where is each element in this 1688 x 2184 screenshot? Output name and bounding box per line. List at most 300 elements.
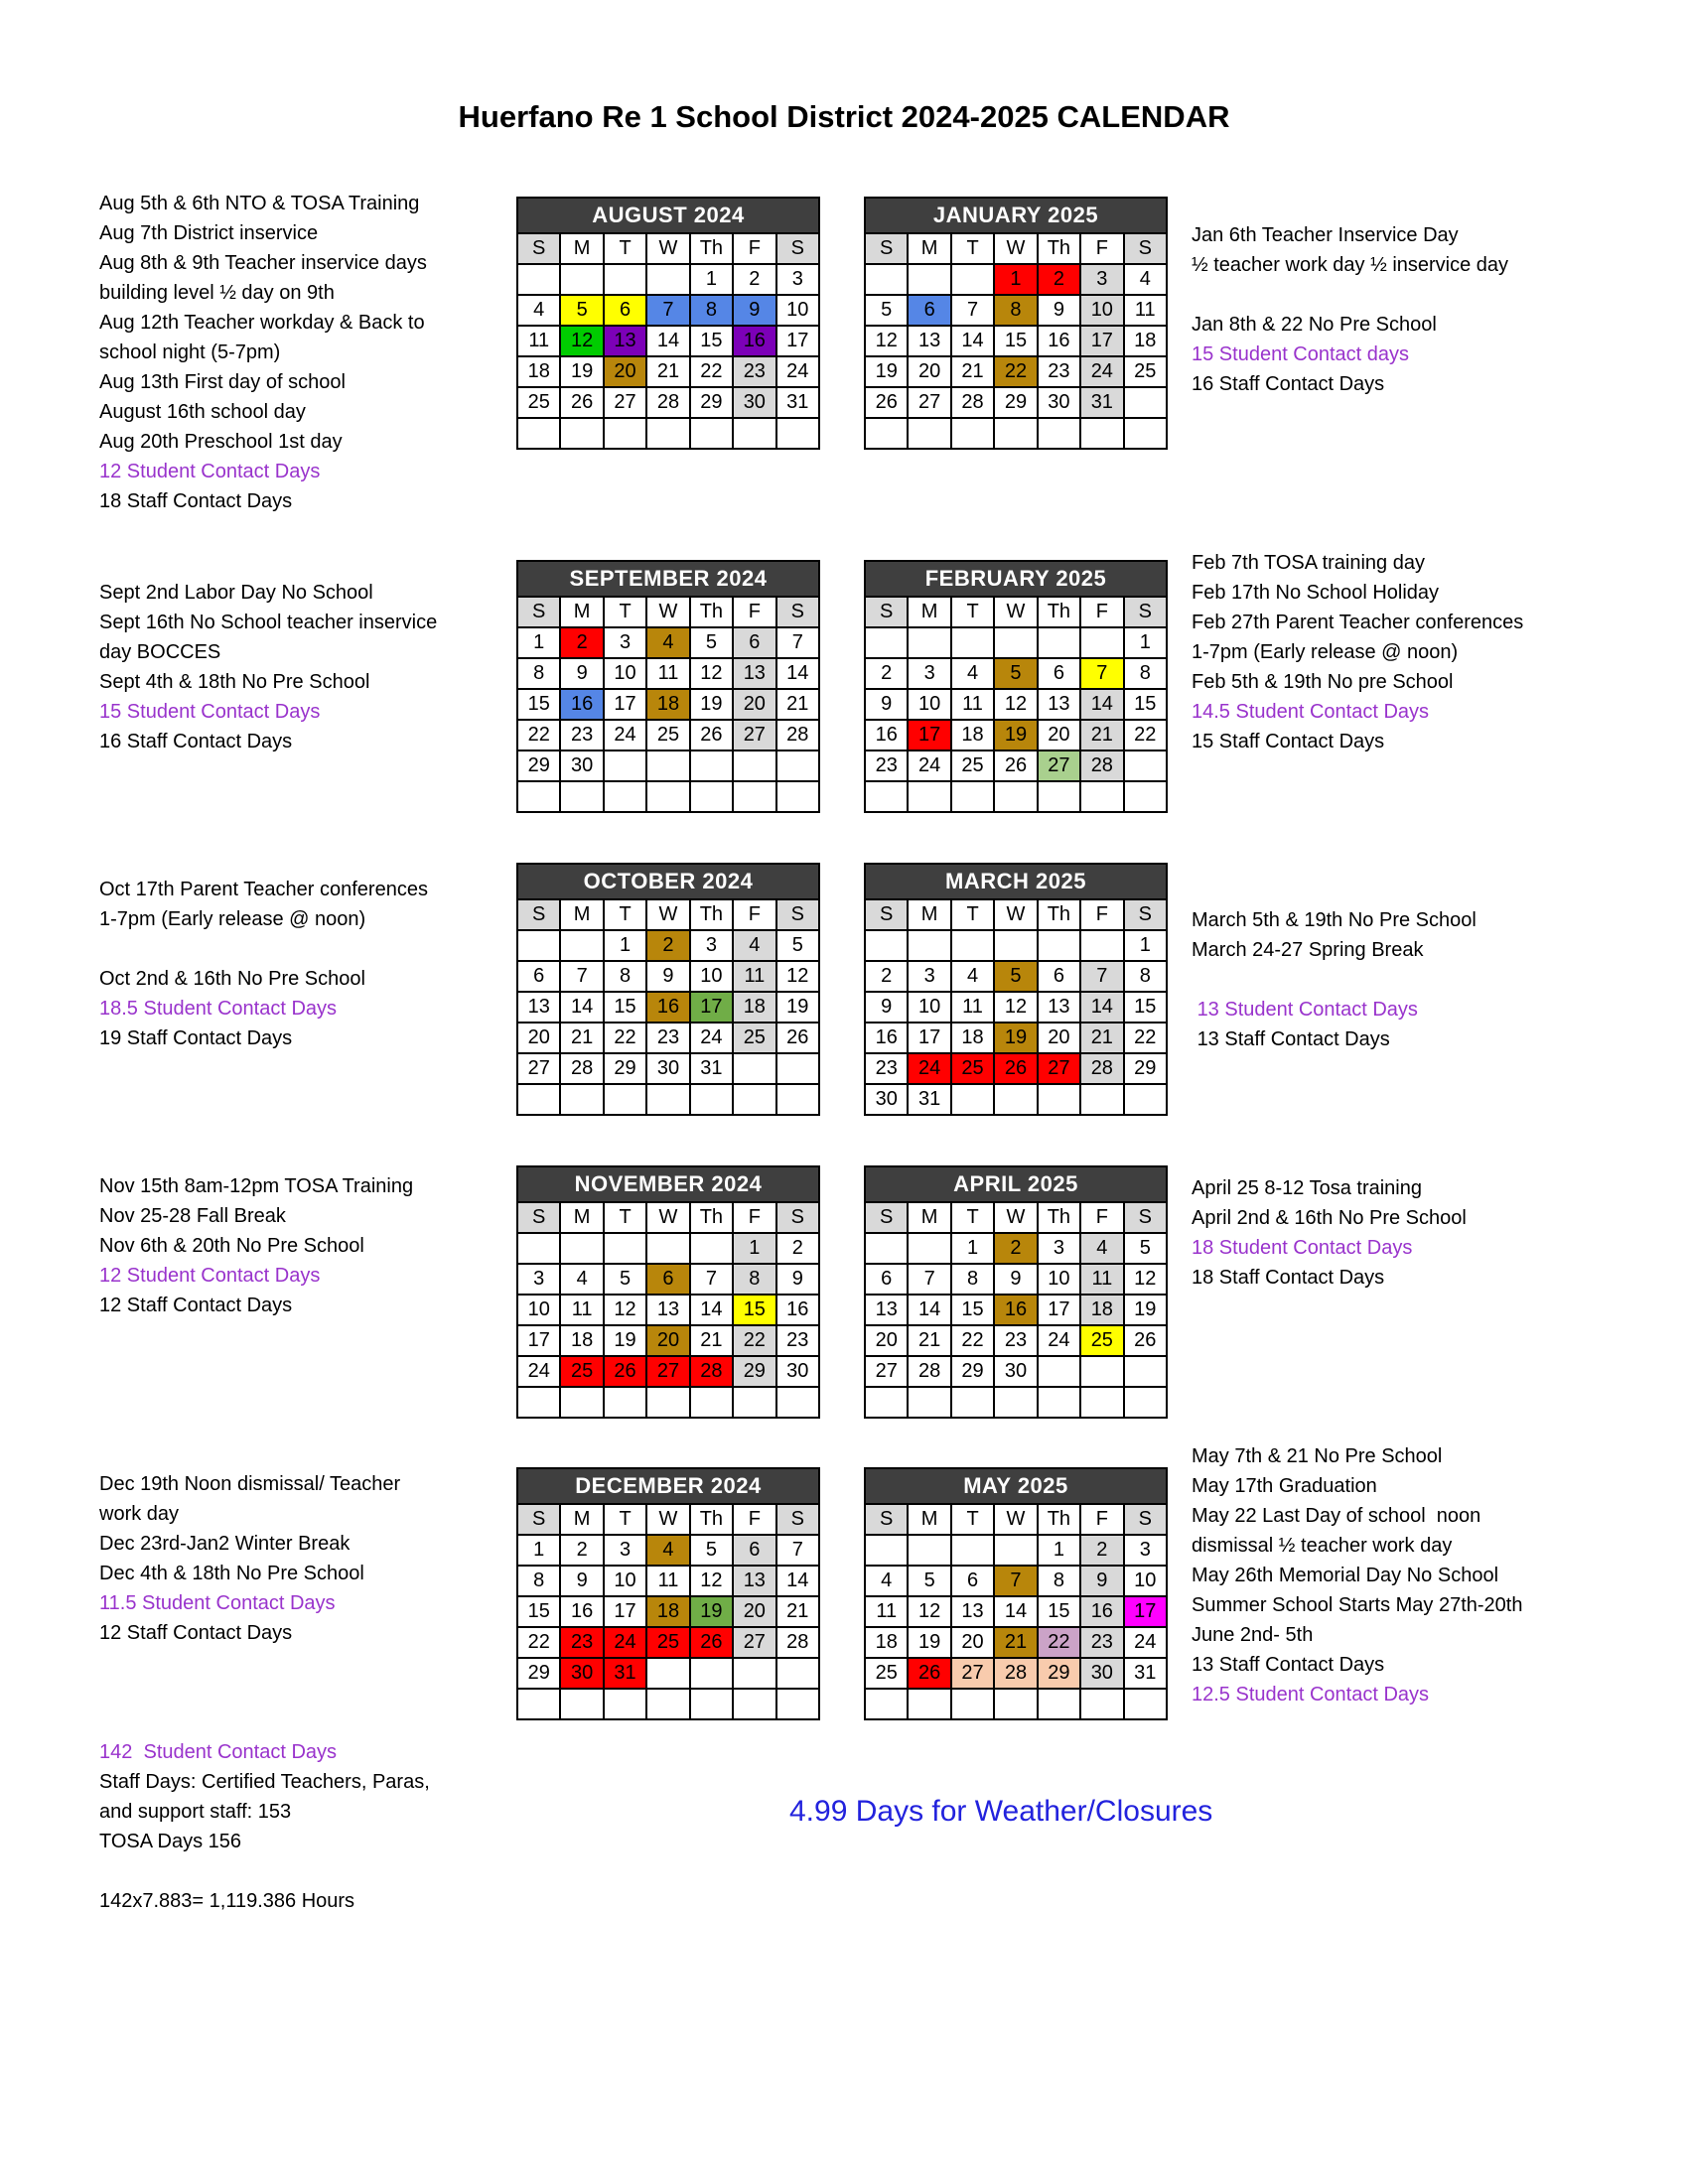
day-cell: 27: [1038, 751, 1080, 781]
day-of-week-header: S: [776, 1202, 819, 1233]
day-of-week-header: F: [733, 597, 775, 627]
day-cell: 25: [1080, 1325, 1123, 1356]
day-cell: 26: [776, 1023, 819, 1053]
empty-cell: [994, 1689, 1037, 1719]
day-cell: 8: [1124, 658, 1167, 689]
day-cell: 12: [994, 689, 1037, 720]
empty-cell: [1080, 627, 1123, 658]
day-cell: 28: [776, 720, 819, 751]
day-of-week-header: Th: [1038, 899, 1080, 930]
day-cell: 11: [1080, 1264, 1123, 1295]
day-cell: 14: [646, 326, 689, 356]
day-cell: 19: [690, 1596, 733, 1627]
day-cell: 14: [560, 992, 603, 1023]
empty-cell: [1080, 418, 1123, 449]
day-cell: 23: [733, 356, 775, 387]
day-cell: 22: [690, 356, 733, 387]
empty-cell: [865, 1535, 908, 1566]
note-line: [1192, 280, 1508, 310]
empty-cell: [994, 1387, 1037, 1418]
day-cell: 16: [646, 992, 689, 1023]
day-cell: 22: [1038, 1627, 1080, 1658]
day-cell: 12: [994, 992, 1037, 1023]
empty-cell: [776, 1084, 819, 1115]
day-cell: 5: [690, 1535, 733, 1566]
note-line: Dec 4th & 18th No Pre School: [99, 1563, 364, 1584]
page-title: Huerfano Re 1 School District 2024-2025 CALENDAR: [458, 99, 1230, 134]
day-cell: 13: [1038, 992, 1080, 1023]
note-line: Aug 13th First day of school: [99, 371, 346, 393]
day-cell: 4: [865, 1566, 908, 1596]
day-cell: 22: [994, 356, 1037, 387]
day-cell: 22: [951, 1325, 994, 1356]
day-cell: 15: [517, 689, 560, 720]
note-line: Feb 5th & 19th No pre School: [1192, 671, 1454, 693]
november-notes: [99, 1171, 413, 1320]
day-cell: 7: [776, 1535, 819, 1566]
empty-cell: [865, 930, 908, 961]
day-cell: 26: [1124, 1325, 1167, 1356]
day-cell: 5: [865, 295, 908, 326]
day-cell: 25: [865, 1658, 908, 1689]
note-line: Dec 19th Noon dismissal/ Teacher: [99, 1473, 401, 1495]
day-of-week-header: M: [560, 1504, 603, 1535]
day-cell: 11: [1124, 295, 1167, 326]
day-cell: 26: [690, 1627, 733, 1658]
note-line: 18.5 Student Contact Days: [99, 998, 338, 1020]
empty-cell: [517, 264, 560, 295]
day-of-week-header: S: [865, 233, 908, 264]
day-cell: 27: [733, 1627, 775, 1658]
empty-cell: [560, 781, 603, 812]
day-cell: 19: [776, 992, 819, 1023]
day-cell: 3: [908, 961, 950, 992]
day-of-week-header: M: [560, 233, 603, 264]
empty-cell: [604, 1689, 646, 1719]
empty-cell: [908, 418, 950, 449]
day-cell: 28: [951, 387, 994, 418]
empty-cell: [733, 418, 775, 449]
empty-cell: [908, 1233, 950, 1264]
day-cell: 2: [1038, 264, 1080, 295]
empty-cell: [690, 1387, 733, 1418]
empty-cell: [1124, 418, 1167, 449]
day-cell: 1: [1124, 930, 1167, 961]
note-line: March 5th & 19th No Pre School: [1192, 909, 1477, 931]
day-cell: 17: [908, 1023, 950, 1053]
day-of-week-header: W: [994, 1504, 1037, 1535]
empty-cell: [1080, 1356, 1123, 1387]
day-cell: 14: [776, 658, 819, 689]
empty-cell: [865, 627, 908, 658]
day-cell: 9: [865, 992, 908, 1023]
note-line: Aug 12th Teacher workday & Back to: [99, 312, 425, 334]
day-cell: 31: [604, 1658, 646, 1689]
day-cell: 27: [951, 1658, 994, 1689]
day-cell: 4: [1080, 1233, 1123, 1264]
note-line: 1-7pm (Early release @ noon): [99, 908, 366, 930]
day-of-week-header: M: [908, 597, 950, 627]
day-cell: 3: [604, 627, 646, 658]
day-cell: 5: [690, 627, 733, 658]
day-cell: 1: [690, 264, 733, 295]
empty-cell: [1080, 1084, 1123, 1115]
day-cell: 21: [908, 1325, 950, 1356]
empty-cell: [1080, 930, 1123, 961]
empty-cell: [646, 1084, 689, 1115]
note-line: Jan 8th & 22 No Pre School: [1192, 314, 1437, 336]
month-title: MARCH 2025: [865, 864, 1167, 899]
day-cell: 19: [908, 1627, 950, 1658]
march-notes: [1192, 905, 1477, 1054]
day-of-week-header: M: [908, 899, 950, 930]
empty-cell: [776, 1053, 819, 1084]
day-cell: 6: [908, 295, 950, 326]
empty-cell: [1124, 781, 1167, 812]
note-line: April 2nd & 16th No Pre School: [1192, 1207, 1467, 1229]
day-cell: 30: [733, 387, 775, 418]
day-of-week-header: S: [865, 597, 908, 627]
day-cell: 11: [865, 1596, 908, 1627]
empty-cell: [733, 1658, 775, 1689]
day-cell: 1: [604, 930, 646, 961]
note-line: 15 Student Contact days: [1192, 343, 1410, 365]
day-cell: 13: [646, 1295, 689, 1325]
day-cell: 11: [560, 1295, 603, 1325]
day-cell: 28: [560, 1053, 603, 1084]
day-cell: 21: [776, 1596, 819, 1627]
day-cell: 12: [690, 658, 733, 689]
day-cell: 8: [1124, 961, 1167, 992]
day-of-week-header: Th: [690, 1202, 733, 1233]
day-cell: 10: [908, 992, 950, 1023]
empty-cell: [604, 1084, 646, 1115]
day-cell: 11: [517, 326, 560, 356]
day-cell: 20: [1038, 1023, 1080, 1053]
day-cell: 7: [560, 961, 603, 992]
day-cell: 5: [908, 1566, 950, 1596]
note-line: Feb 17th No School Holiday: [1192, 582, 1440, 604]
day-cell: 24: [1080, 356, 1123, 387]
empty-cell: [517, 1387, 560, 1418]
day-cell: 20: [1038, 720, 1080, 751]
day-cell: 17: [776, 326, 819, 356]
note-line: [1192, 965, 1477, 995]
day-of-week-header: Th: [1038, 1504, 1080, 1535]
september-notes: [99, 578, 437, 756]
empty-cell: [690, 418, 733, 449]
day-cell: 10: [1038, 1264, 1080, 1295]
day-cell: 8: [604, 961, 646, 992]
day-cell: 14: [994, 1596, 1037, 1627]
day-cell: 8: [994, 295, 1037, 326]
day-cell: 12: [690, 1566, 733, 1596]
empty-cell: [994, 930, 1037, 961]
empty-cell: [908, 781, 950, 812]
empty-cell: [994, 1535, 1037, 1566]
empty-cell: [908, 627, 950, 658]
empty-cell: [560, 1689, 603, 1719]
day-cell: 5: [776, 930, 819, 961]
empty-cell: [951, 930, 994, 961]
day-cell: 9: [560, 1566, 603, 1596]
note-line: 12 Student Contact Days: [99, 461, 321, 482]
empty-cell: [560, 264, 603, 295]
empty-cell: [865, 781, 908, 812]
day-cell: 27: [733, 720, 775, 751]
day-cell: 26: [604, 1356, 646, 1387]
day-cell: 29: [951, 1356, 994, 1387]
note-line: 12.5 Student Contact Days: [1192, 1684, 1430, 1706]
day-cell: 22: [733, 1325, 775, 1356]
day-of-week-header: T: [951, 597, 994, 627]
day-cell: 23: [776, 1325, 819, 1356]
day-cell: 3: [604, 1535, 646, 1566]
day-of-week-header: S: [1124, 899, 1167, 930]
empty-cell: [994, 418, 1037, 449]
day-cell: 11: [951, 689, 994, 720]
january-notes: [1192, 220, 1508, 399]
note-line: ½ teacher work day ½ inservice day: [1192, 254, 1509, 276]
day-cell: 24: [1038, 1325, 1080, 1356]
month-title: DECEMBER 2024: [517, 1468, 819, 1504]
day-of-week-header: Th: [1038, 233, 1080, 264]
day-cell: 17: [604, 689, 646, 720]
day-cell: 6: [733, 627, 775, 658]
day-cell: 28: [1080, 751, 1123, 781]
day-cell: 20: [733, 1596, 775, 1627]
day-cell: 21: [951, 356, 994, 387]
calendar-november-2024: [516, 1165, 820, 1419]
day-cell: 30: [560, 751, 603, 781]
day-cell: 8: [1038, 1566, 1080, 1596]
empty-cell: [733, 1689, 775, 1719]
empty-cell: [1038, 930, 1080, 961]
note-line: 13 Staff Contact Days: [1192, 1654, 1385, 1676]
note-line: 13 Student Contact Days: [1192, 999, 1418, 1021]
day-of-week-header: F: [1080, 597, 1123, 627]
day-cell: 26: [908, 1658, 950, 1689]
day-cell: 29: [994, 387, 1037, 418]
day-cell: 24: [908, 751, 950, 781]
day-cell: 11: [646, 658, 689, 689]
empty-cell: [1080, 1689, 1123, 1719]
day-of-week-header: S: [517, 899, 560, 930]
day-cell: 16: [560, 689, 603, 720]
day-cell: 18: [733, 992, 775, 1023]
day-cell: 23: [560, 1627, 603, 1658]
day-cell: 3: [517, 1264, 560, 1295]
day-cell: 25: [1124, 356, 1167, 387]
calendar-january-2025: [864, 197, 1168, 450]
day-of-week-header: S: [865, 1504, 908, 1535]
day-cell: 20: [908, 356, 950, 387]
day-cell: 9: [733, 295, 775, 326]
day-cell: 26: [865, 387, 908, 418]
day-cell: 20: [951, 1627, 994, 1658]
note-line: 142 Student Contact Days: [99, 1741, 338, 1763]
note-line: TOSA Days 156: [99, 1831, 242, 1852]
day-cell: 12: [865, 326, 908, 356]
empty-cell: [517, 418, 560, 449]
day-of-week-header: F: [1080, 233, 1123, 264]
day-cell: 16: [994, 1295, 1037, 1325]
day-cell: 10: [1080, 295, 1123, 326]
day-of-week-header: S: [1124, 597, 1167, 627]
day-cell: 17: [908, 720, 950, 751]
day-cell: 15: [1038, 1596, 1080, 1627]
day-cell: 29: [690, 387, 733, 418]
empty-cell: [1038, 627, 1080, 658]
day-of-week-header: T: [604, 1202, 646, 1233]
note-line: school night (5-7pm): [99, 341, 281, 363]
empty-cell: [1038, 781, 1080, 812]
day-cell: 30: [1080, 1658, 1123, 1689]
note-line: 12 Student Contact Days: [99, 1265, 321, 1287]
day-cell: 14: [908, 1295, 950, 1325]
empty-cell: [560, 930, 603, 961]
empty-cell: [560, 1084, 603, 1115]
calendar-september-2024: [516, 560, 820, 813]
day-of-week-header: S: [517, 1202, 560, 1233]
empty-cell: [733, 1084, 775, 1115]
empty-cell: [733, 751, 775, 781]
day-of-week-header: W: [646, 899, 689, 930]
day-of-week-header: M: [560, 1202, 603, 1233]
note-line: March 24-27 Spring Break: [1192, 939, 1424, 961]
day-cell: 22: [517, 1627, 560, 1658]
day-of-week-header: F: [1080, 1202, 1123, 1233]
empty-cell: [1124, 1084, 1167, 1115]
day-cell: 5: [994, 961, 1037, 992]
empty-cell: [560, 418, 603, 449]
empty-cell: [517, 1233, 560, 1264]
day-cell: 1: [517, 1535, 560, 1566]
day-cell: 31: [1124, 1658, 1167, 1689]
day-cell: 18: [517, 356, 560, 387]
empty-cell: [1124, 387, 1167, 418]
day-of-week-header: S: [776, 233, 819, 264]
day-of-week-header: W: [646, 1504, 689, 1535]
day-cell: 23: [865, 751, 908, 781]
day-cell: 26: [690, 720, 733, 751]
day-cell: 23: [1038, 356, 1080, 387]
note-line: dismissal ½ teacher work day: [1192, 1535, 1453, 1557]
month-title: SEPTEMBER 2024: [517, 561, 819, 597]
day-cell: 27: [604, 387, 646, 418]
empty-cell: [951, 264, 994, 295]
day-cell: 22: [517, 720, 560, 751]
empty-cell: [908, 1387, 950, 1418]
day-cell: 29: [1038, 1658, 1080, 1689]
note-line: 18 Student Contact Days: [1192, 1237, 1413, 1259]
day-cell: 18: [865, 1627, 908, 1658]
october-notes: [99, 875, 428, 1053]
empty-cell: [646, 1233, 689, 1264]
note-line: Feb 27th Parent Teacher conferences: [1192, 612, 1524, 633]
day-cell: 22: [1124, 720, 1167, 751]
day-cell: 15: [517, 1596, 560, 1627]
day-cell: 16: [865, 720, 908, 751]
december-notes: [99, 1469, 400, 1648]
day-cell: 6: [865, 1264, 908, 1295]
month-title: NOVEMBER 2024: [517, 1166, 819, 1202]
empty-cell: [604, 418, 646, 449]
day-cell: 25: [951, 751, 994, 781]
day-cell: 2: [646, 930, 689, 961]
day-cell: 1: [733, 1233, 775, 1264]
empty-cell: [865, 264, 908, 295]
day-of-week-header: S: [517, 1504, 560, 1535]
note-line: [99, 1856, 430, 1886]
day-cell: 11: [951, 992, 994, 1023]
day-cell: 29: [517, 1658, 560, 1689]
note-line: Nov 15th 8am-12pm TOSA Training: [99, 1175, 414, 1197]
empty-cell: [776, 1658, 819, 1689]
day-cell: 28: [1080, 1053, 1123, 1084]
day-of-week-header: M: [908, 1202, 950, 1233]
day-cell: 21: [560, 1023, 603, 1053]
day-of-week-header: F: [1080, 899, 1123, 930]
day-of-week-header: T: [604, 1504, 646, 1535]
day-of-week-header: S: [865, 1202, 908, 1233]
day-of-week-header: T: [951, 1504, 994, 1535]
note-line: 15 Student Contact Days: [99, 701, 321, 723]
day-cell: 10: [690, 961, 733, 992]
note-line: 142x7.883= 1,119.386 Hours: [99, 1890, 355, 1912]
day-cell: 25: [560, 1356, 603, 1387]
empty-cell: [604, 781, 646, 812]
empty-cell: [1038, 418, 1080, 449]
day-cell: 15: [733, 1295, 775, 1325]
empty-cell: [604, 264, 646, 295]
day-cell: 20: [733, 689, 775, 720]
day-cell: 10: [517, 1295, 560, 1325]
day-cell: 27: [908, 387, 950, 418]
day-cell: 4: [951, 961, 994, 992]
empty-cell: [908, 1689, 950, 1719]
day-cell: 2: [865, 658, 908, 689]
day-cell: 29: [604, 1053, 646, 1084]
day-cell: 8: [517, 1566, 560, 1596]
day-of-week-header: M: [908, 1504, 950, 1535]
day-of-week-header: S: [776, 1504, 819, 1535]
note-line: 11.5 Student Contact Days: [99, 1592, 336, 1614]
day-cell: 14: [1080, 992, 1123, 1023]
note-line: Sept 16th No School teacher inservice: [99, 612, 438, 633]
empty-cell: [951, 1535, 994, 1566]
day-cell: 29: [733, 1356, 775, 1387]
day-cell: 12: [560, 326, 603, 356]
note-line: Staff Days: Certified Teachers, Paras,: [99, 1771, 430, 1793]
day-cell: 4: [517, 295, 560, 326]
day-cell: 13: [908, 326, 950, 356]
day-cell: 23: [865, 1053, 908, 1084]
day-of-week-header: S: [776, 899, 819, 930]
day-cell: 10: [1124, 1566, 1167, 1596]
day-cell: 11: [646, 1566, 689, 1596]
note-line: 12 Staff Contact Days: [99, 1622, 293, 1644]
empty-cell: [1080, 781, 1123, 812]
empty-cell: [994, 627, 1037, 658]
day-cell: 7: [646, 295, 689, 326]
month-title: JANUARY 2025: [865, 198, 1167, 233]
note-line: Aug 5th & 6th NTO & TOSA Training: [99, 193, 420, 214]
note-line: 16 Staff Contact Days: [99, 731, 293, 752]
day-cell: 25: [646, 720, 689, 751]
month-title: APRIL 2025: [865, 1166, 1167, 1202]
empty-cell: [908, 930, 950, 961]
